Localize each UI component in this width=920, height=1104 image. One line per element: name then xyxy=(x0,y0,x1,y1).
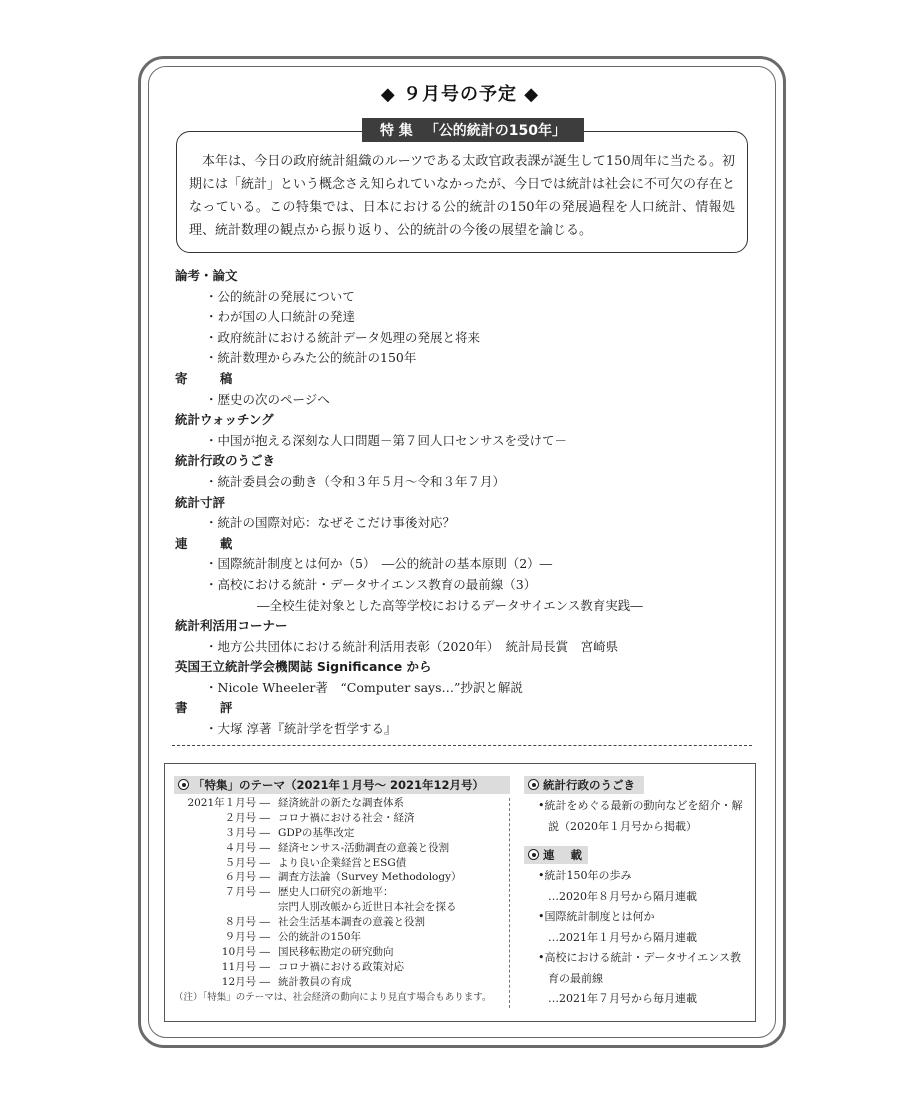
section-heading-ronko: 論考・論文 xyxy=(175,268,238,283)
section-heading-rensai: 連 載 xyxy=(175,535,247,551)
rensai-item-title: •高校における統計・データサイエンス教育の最前線 xyxy=(538,951,741,985)
table-of-contents xyxy=(175,266,755,740)
toc-item: ・統計数理からみた公的統計の150年 xyxy=(205,350,417,366)
gyosei-box-bullet: •統計をめぐる最新の動向などを紹介・解説（2020年１月号から掲載） xyxy=(538,799,743,833)
themes-header-label: 「特集」のテーマ（2021年１月号～ 2021年12月号） xyxy=(193,778,485,792)
theme-month: ３月号 ― xyxy=(224,826,270,839)
theme-month: 2021年１月号 ― xyxy=(187,797,270,809)
theme-title: 公的統計の150年 xyxy=(278,931,362,944)
section-heading-kiko: 寄 稿 xyxy=(175,370,247,386)
feature-intro-text: 本年は、今日の政府統計組織のルーツである太政官政表課が誕生して150周年に当たる。初期には「統計」という概念さえ知られていなかったが、今日では統計は社会に不可欠の存在となっている。この特集では、日本における公的統計の150年の発展過程を人口統計、情報処理、統計数理の観点から振り返り、公的統計の今後の展望を論じる。 xyxy=(189,154,736,238)
theme-month: ７月号 ― xyxy=(224,886,270,899)
theme-title: 宗門人別改帳から近世日本社会を探る xyxy=(278,901,457,914)
theme-row xyxy=(174,900,514,915)
theme-title: 社会生活基本調査の意義と役割 xyxy=(278,916,425,929)
feature-title-tab xyxy=(362,118,584,142)
rensai-item-schedule: …2021年１月号から隔月連載 xyxy=(548,930,697,944)
themes-note: （注）「特集」のテーマは、社会経済の動向により見直す場合もあります。 xyxy=(174,991,492,1003)
section-heading-gyosei: 統計行政のうごき xyxy=(175,453,276,469)
column-divider xyxy=(509,798,510,1008)
theme-row xyxy=(174,826,514,841)
section-heading-shohyo: 書 評 xyxy=(175,700,247,716)
toc-item: ・地方公共団体における統計利活用表彰（2020年） 統計局長賞 宮崎県 xyxy=(205,638,619,654)
rensai-box-body xyxy=(536,866,746,1010)
theme-title: コロナ禍における社会・経済 xyxy=(278,811,415,824)
rensai-item-schedule: …2020年８月号から隔月連載 xyxy=(548,889,697,903)
theme-row xyxy=(174,870,514,885)
toc-item: ・国際統計制度とは何か（5） ―公的統計の基本原則（2）― xyxy=(205,556,553,572)
theme-row xyxy=(174,885,514,900)
theme-row xyxy=(174,975,514,990)
theme-row xyxy=(174,856,514,871)
toc-item: ・統計の国際対応：なぜそこだけ事後対応？ xyxy=(205,515,456,531)
theme-title: 調査方法論（Survey Methodology） xyxy=(278,871,462,884)
rensai-box-header xyxy=(524,846,588,864)
gyosei-box-header-label: 統計行政のうごき xyxy=(543,778,635,792)
theme-title: 国民移転勘定の研究動向 xyxy=(278,945,394,958)
toc-item: ―全校生徒対象とした高等学校におけるデータサイエンス教育実践― xyxy=(257,597,643,613)
theme-title: コロナ禍における政策対応 xyxy=(278,960,404,973)
theme-title: 統計教員の育成 xyxy=(278,975,352,988)
toc-item: ・統計委員会の動き（令和３年５月～令和３年７月） xyxy=(205,473,506,489)
rensai-item-title: •統計150年の歩み xyxy=(538,869,632,882)
theme-row xyxy=(174,796,514,811)
theme-month: 10月号 ― xyxy=(221,945,270,958)
themes-list xyxy=(174,796,514,1004)
theme-month: 12月号 ― xyxy=(221,975,270,988)
themes-header xyxy=(174,776,510,794)
theme-row xyxy=(174,945,514,960)
toc-item: ・政府統計における統計データ処理の発展と将来 xyxy=(205,329,481,345)
gyosei-box-body xyxy=(536,796,746,837)
toc-item: ・公的統計の発展について xyxy=(205,288,355,304)
section-heading-watching: 統計ウォッチング xyxy=(175,412,274,428)
theme-month: ４月号 ― xyxy=(224,841,270,854)
toc-item: ・わが国の人口統計の発達 xyxy=(205,309,356,325)
section-heading-significance: 英国王立統計学会機関誌 Significance から xyxy=(175,659,432,675)
feature-title: 「公的統計の150年」 xyxy=(424,123,567,139)
toc-item: ・Nicole Wheeler著 “Computer says…”抄訳と解説 xyxy=(205,679,523,695)
bullseye-icon xyxy=(528,779,539,790)
gyosei-box-header xyxy=(524,776,644,794)
theme-month: 11月号 ― xyxy=(221,960,270,973)
theme-row xyxy=(174,811,514,826)
theme-row xyxy=(174,841,514,856)
bullseye-icon xyxy=(528,849,539,860)
feature-label: 特 集 xyxy=(379,123,413,139)
theme-month: ６月号 ― xyxy=(224,871,270,884)
dash-divider xyxy=(172,745,752,746)
theme-month: ２月号 ― xyxy=(224,811,270,824)
toc-item: ・中国が抱える深刻な人口問題－第７回人口センサスを受けて－ xyxy=(205,432,568,448)
section-heading-sunpyo: 統計寸評 xyxy=(175,494,226,510)
theme-title: 経済センサス-活動調査の意義と役割 xyxy=(278,841,450,854)
rensai-item-schedule: …2021年７月号から毎月連載 xyxy=(548,992,697,1005)
toc-item: ・大塚 淳著『統計学を哲学する』 xyxy=(205,721,397,737)
feature-intro-box xyxy=(176,131,748,253)
theme-title: 経済統計の新たな調査体系 xyxy=(278,797,404,809)
theme-title: より良い企業経営とESG債 xyxy=(278,856,407,869)
theme-month: ５月号 ― xyxy=(224,856,270,869)
theme-month: ９月号 ― xyxy=(224,931,270,944)
theme-row xyxy=(174,930,514,945)
theme-title: 歴史人口研究の新地平： xyxy=(278,886,394,899)
toc-item: ・歴史の次のページへ xyxy=(205,391,330,407)
section-heading-katsuyo: 統計利活用コーナー xyxy=(175,618,288,634)
theme-row xyxy=(174,915,514,930)
theme-row xyxy=(174,960,514,975)
theme-title: GDPの基準改定 xyxy=(278,826,355,839)
toc-item: ・高校における統計・データサイエンス教育の最前線（3） xyxy=(205,576,537,592)
rensai-item-title: •国際統計制度とは何か xyxy=(538,910,655,923)
rensai-box-header-label: 連 載 xyxy=(543,848,589,862)
issue-title: ◆ ９月号の予定 ◆ xyxy=(380,84,540,105)
bullseye-icon xyxy=(178,779,189,790)
theme-month: ８月号 ― xyxy=(224,916,270,929)
